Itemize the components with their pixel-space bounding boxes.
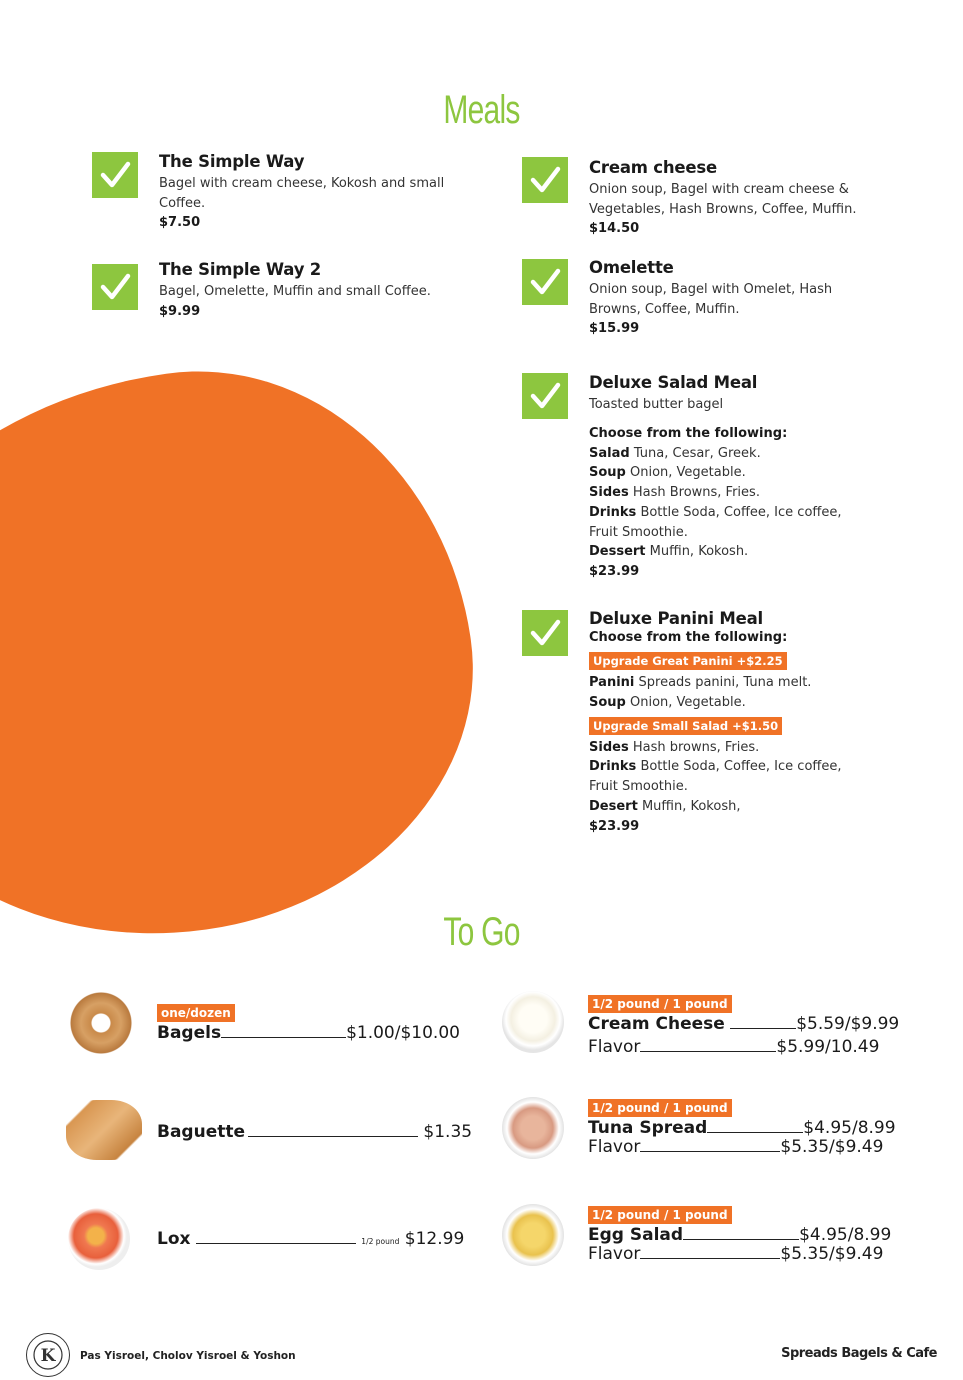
option-text: Tuna, Cesar, Greek. (633, 445, 761, 461)
leader-line (221, 1037, 346, 1038)
option-label: Dessert (589, 544, 646, 560)
option-text: Bottle Soda, Coffee, Ice coffee, Fruit Smoothie. (589, 504, 842, 540)
meal-price: $23.99 (589, 564, 640, 580)
leader-line (248, 1136, 418, 1137)
flavor-price: $5.99/10.49 (776, 1037, 880, 1057)
check-icon (522, 373, 568, 419)
item-name: Baguette (157, 1122, 246, 1142)
option-text: Hash Browns, Fries. (632, 485, 760, 501)
choose-label: Choose from the following: (589, 425, 788, 441)
egg-salad-row (588, 1225, 891, 1245)
baguette-row (157, 1122, 472, 1142)
cream-cheese-row (588, 1014, 899, 1034)
meal-deluxe-panini (589, 609, 874, 836)
option-label: Sides (589, 739, 629, 755)
egg-salad-unit-badge: 1/2 pound / 1 pound (588, 1206, 732, 1224)
bagel-image (70, 992, 132, 1054)
item-name: Egg Salad (588, 1225, 684, 1245)
option-line (589, 757, 874, 797)
item-name: Tuna Spread (588, 1118, 708, 1138)
item-price: $4.95/8.99 (799, 1225, 892, 1245)
meal-title: The Simple Way (159, 152, 305, 171)
cream-cheese-flavor-row (588, 1037, 879, 1057)
check-icon (522, 610, 568, 656)
brand-name: Spreads Bagels & Cafe (781, 1346, 937, 1361)
tuna-flavor-row (588, 1137, 883, 1157)
check-icon (92, 152, 138, 198)
upgrade-salad-badge: Upgrade Small Salad +$1.50 (589, 717, 782, 735)
kosher-certification-text: Pas Yisroel, Cholov Yisroel & Yoshon (80, 1350, 296, 1362)
item-unit: 1/2 pound (361, 1237, 400, 1246)
flavor-label: Flavor (588, 1244, 641, 1264)
option-label: Soup (589, 465, 626, 481)
item-name: Cream Cheese (588, 1014, 725, 1034)
option-line (589, 503, 869, 543)
meal-cream-cheese (589, 158, 879, 239)
meal-description: Bagel with cream cheese, Kokosh and small Coffee. (159, 176, 445, 211)
leader-line (640, 1258, 780, 1259)
tuna-unit-badge: 1/2 pound / 1 pound (588, 1099, 732, 1117)
meal-simple-way (159, 152, 489, 233)
flavor-price: $5.35/$9.49 (780, 1137, 884, 1157)
meal-deluxe-salad (589, 373, 869, 582)
option-line (589, 738, 874, 758)
meal-simple-way-2 (159, 260, 489, 321)
item-price: $4.95/8.99 (803, 1118, 896, 1138)
item-price: $5.59/$9.99 (796, 1014, 900, 1034)
meal-price: $14.50 (589, 221, 640, 236)
leader-line (640, 1151, 780, 1152)
item-price: $1.35 (423, 1122, 473, 1142)
meal-description: Bagel, Omelette, Muffin and small Coffee. (159, 284, 431, 299)
option-line (589, 673, 874, 693)
check-icon (522, 157, 568, 203)
meal-description: Toasted butter bagel (589, 397, 724, 412)
meal-title: Deluxe Panini Meal (589, 609, 764, 628)
meal-description: Onion soup, Bagel with Omelet, Hash Browns, Coffee, Muffin. (589, 282, 833, 317)
option-text: Hash browns, Fries. (632, 739, 760, 755)
item-name: Bagels (157, 1023, 222, 1043)
cream-cheese-image (502, 991, 564, 1053)
svg-text:K: K (40, 1346, 56, 1366)
option-label: Soup (589, 694, 626, 710)
flavor-label: Flavor (588, 1137, 641, 1157)
option-text: Muffin, Kokosh, (641, 798, 741, 814)
option-text: Spreads panini, Tuna melt. (638, 675, 812, 690)
meal-title: The Simple Way 2 (159, 260, 322, 279)
option-label: Drinks (589, 759, 637, 775)
egg-salad-flavor-row (588, 1244, 883, 1264)
meal-price: $9.99 (159, 303, 201, 319)
item-price: $12.99 (404, 1229, 465, 1249)
choose-label: Choose from the following: (589, 630, 788, 645)
baguette-image (66, 1100, 142, 1160)
leader-line (730, 1028, 796, 1029)
option-label: Panini (589, 675, 635, 690)
option-line (589, 542, 869, 562)
meals-heading: Meals (443, 88, 520, 132)
bagels-row (157, 1023, 460, 1043)
leader-line (196, 1243, 356, 1244)
meal-title: Omelette (589, 258, 674, 277)
lox-image (68, 1208, 130, 1270)
cream-cheese-unit-badge: 1/2 pound / 1 pound (588, 995, 732, 1013)
option-line (589, 483, 869, 503)
tuna-spread-image (502, 1097, 564, 1159)
leader-line (683, 1239, 799, 1240)
option-label: Sides (589, 485, 629, 501)
meal-omelette (589, 258, 859, 339)
option-line (589, 797, 874, 817)
lox-row (157, 1229, 464, 1249)
meal-title: Deluxe Salad Meal (589, 373, 758, 392)
meal-description: Onion soup, Bagel with cream cheese & Vegetables, Hash Browns, Coffee, Muffin. (589, 182, 857, 217)
option-label: Salad (589, 445, 630, 461)
option-text: Onion, Vegetable. (630, 694, 746, 710)
option-text: Muffin, Kokosh. (649, 544, 749, 560)
item-price: $1.00/$10.00 (346, 1023, 460, 1043)
check-icon (92, 264, 138, 310)
option-line (589, 444, 869, 464)
flavor-price: $5.35/$9.49 (780, 1244, 884, 1264)
egg-salad-image (502, 1204, 564, 1266)
check-icon (522, 259, 568, 305)
item-name: Lox (157, 1229, 191, 1249)
option-line (589, 693, 874, 713)
bagels-unit-badge: one/dozen (157, 1004, 235, 1022)
meal-price: $7.50 (159, 215, 201, 230)
meal-price: $23.99 (589, 818, 640, 834)
togo-heading: To Go (443, 910, 520, 954)
kosher-certification-logo (26, 1333, 70, 1377)
option-text: Bottle Soda, Coffee, Ice coffee, Fruit Smoothie. (589, 759, 842, 795)
upgrade-panini-badge: Upgrade Great Panini +$2.25 (589, 652, 787, 670)
tuna-spread-row (588, 1118, 896, 1138)
option-text: Onion, Vegetable. (630, 465, 746, 481)
meal-price: $15.99 (589, 321, 640, 336)
flavor-label: Flavor (588, 1037, 641, 1057)
option-line (589, 463, 869, 483)
option-label: Desert (589, 798, 638, 814)
option-label: Drinks (589, 504, 637, 520)
meal-title: Cream cheese (589, 158, 718, 177)
leader-line (640, 1051, 776, 1052)
leader-line (707, 1132, 803, 1133)
orange-blob-decoration (0, 337, 506, 975)
